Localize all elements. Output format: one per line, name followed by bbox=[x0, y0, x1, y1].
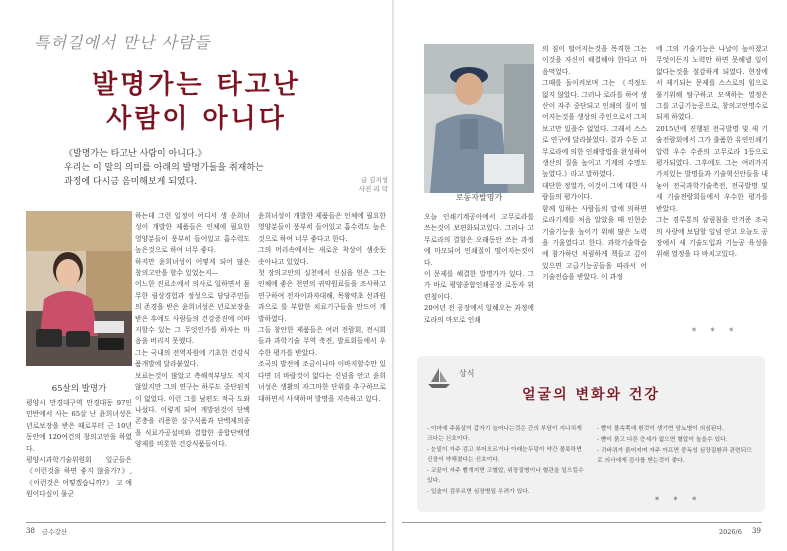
paragraph: 조국의 발전에 조금이나마 이바지할수만 있다면 더 바랄것이 없다는 신념을 안고 윤희녀성은 생활의 자그마한 단위를 추구하므로 대하면서 사색하며 발명을 지속하고 있다. bbox=[258, 360, 386, 403]
byline-photo: 사진 리 덕 bbox=[358, 185, 388, 193]
info-box bbox=[417, 356, 765, 512]
box-item: - 눈밑이 자주 검고 부어오르거나 아래눈두덩이 약간 볼룩하면 신장이 약해졌다는 신호이다. bbox=[427, 447, 582, 463]
box-column-right bbox=[597, 424, 757, 467]
box-item: - 귀바퀴가 붉어지며 자주 아프면 중독성 심장질환과 관련되므로 의사에게 검사를 받는것이 좋다. bbox=[597, 448, 752, 464]
paragraph: 그는 경루통의 삼림침을 안겨준 조국의 사랑에 보답할 일념 안고 오늘도 공장에서 새 기술도입과 기능공 육성을 위해 열정을 다 바치고있다. bbox=[656, 216, 768, 259]
article-title-line2: 사람이 아니다 bbox=[106, 104, 287, 134]
paragraph: 에 그의 기술기능은 나날이 높아졌고 무엇이든지 노력만 하면 못해낼 일이 없다는것을 절감하게 되였다. 현장에서 제기되는 문제를 스스로의 힘으로 풀기위해 탐구하고 모색하는 열정은 그를 고급기능공으로, 창의고안명수로 되게 하였다. bbox=[656, 45, 768, 122]
paragraph: 2015년에 진행된 전국발명 및 새 기술전람회에서 그가 출품한 유연인쇄기 압력 우수 수준의 고무로라 1등으로 평가되였다. 그후에도 그는 여러가지 가치있는 발명들과 기술혁신안들을 내놓아 전국과학기술축전, 전국발명 및 새 기술전람회들에서 우수한 평가를 받았다. bbox=[656, 124, 768, 213]
page-number: 38 bbox=[26, 527, 35, 535]
issue-date: 2026/6 bbox=[719, 528, 742, 536]
intro-line: 우리는 이 말의 의미를 아래의 발명가들을 취재하는 bbox=[64, 163, 264, 173]
box-tag: 상식 bbox=[459, 369, 475, 378]
intro-line: 《발명가는 타고난 사람이 아니다.》 bbox=[64, 149, 207, 159]
right-page bbox=[394, 0, 787, 551]
footer-rule bbox=[402, 522, 762, 523]
intro-line: 과정에 다시금 음미해보게 되였다. bbox=[64, 177, 198, 187]
paragraph: 그의 머리속에서는 새로운 착상이 샘솟듯 솟아나고 있었다. bbox=[258, 246, 386, 266]
box-title: 얼굴의 변화와 건강 bbox=[522, 387, 660, 403]
paragraph: 첫 장의고안의 실천에서 신심을 얻은 그는 인체에 좋은 천연의 귀약원료들을 조사하고 연구하여 전자이과자대해, 목왕약초 선과원과으로 를 부합한 치료기구들을 만드어 개발하였다. bbox=[258, 269, 386, 323]
paragraph: 20여년 전 공장에서 일해오는 과정에 로라의 마모로 인쇄 bbox=[424, 304, 534, 324]
magazine-name: 금수강산 bbox=[42, 528, 68, 536]
paragraph: 하는데 그런 일정이 어디서 생 운희녀성이 개발한 제품들은 인체에 필요한 영양분들이 풍부히 들어있고 흡수력도 높은것으로 하여 너무 좋다. bbox=[135, 212, 250, 255]
box-item: - 코끝이 자주 빨개지면 고혈압, 위장질병이나 혈관을 일으킬수 있다. bbox=[427, 468, 584, 484]
paragraph: 보료는것이 많았고 측해적부당도 적지 않았지만 그의 연구는 하루도 중단된적이 없었다. 이런 그를 남편도 적극 도와나섰다. 이렇게 되여 개발된것이 단백콘충을 리용한 살구식품과 단백제의종을 식료가공설비와 결합한 종합단백영양제를 비롯한 건강식품들이다. bbox=[135, 371, 250, 449]
paragraph: 대단한 정열가, 이것이 그에 대한 사람들의 평가이다. bbox=[542, 181, 647, 202]
article-title-line1: 발명가는 타고난 bbox=[92, 70, 301, 100]
paragraph: 어느한 진료소에서 의사로 일하면서 몸무한 림상경험과 정성으로 담당주민들의 존경을 받은 윤희녀성은 년로보장을 받은 후에도 사람들의 건강증진에 이바지할수 있는 그 무엇인가를 하자는 마음을 버리지 못했다. bbox=[135, 280, 250, 346]
text-column-0 bbox=[424, 212, 534, 342]
text-column-0 bbox=[26, 398, 132, 516]
paragraph: 윤희녀성이 개발한 제품들은 인체에 필요한 영양분들이 풍부히 들어있고 흡수력도 높은것으로 하여 너무 좋다고 한다. bbox=[258, 212, 386, 243]
text-column-2 bbox=[258, 211, 386, 511]
box-item: - 이마에 주름살이 갑자기 늘어나는것은 간의 부담이 지나치게 크다는 신호이다. bbox=[427, 426, 582, 442]
byline bbox=[350, 176, 388, 194]
byline-writer: 글 김지성 bbox=[360, 176, 388, 184]
paragraph: 그때를 돌이켜보며 그는 《걱정도 없지 않았다. 그러나 로라를 하여 생산이 자주 중단되고 인쇄의 질이 떨어지는것을 생상의 주인으로서 그저 보고만 있을수 없었다. 그래서 스스로 연구에 달라붙었다. 결과 수동 고무로라에 의한 인쇄방법을 완성하여 생산의 질을 높이고 기계의 수명도 높였다.》라고 말하였다. bbox=[542, 79, 647, 179]
paragraph: 하지만 윤희녀성이 어떻게 되어 많은 창의고안을 할수 있었는지— bbox=[135, 257, 250, 278]
box-item: - 빨이 볼속쪽에 흰것이 생기면 당뇨병이 의심된다. bbox=[597, 426, 724, 432]
text-column-1 bbox=[135, 211, 250, 511]
section-dots: * * * bbox=[692, 327, 740, 336]
box-item: - 뺨이 붉고 다른 증세가 없으면 혈압이 높을수 있다. bbox=[597, 437, 728, 443]
paragraph: 의 짐이 떨어지는것을 목격한 그는 이것을 자신이 해결해야 한다고 마음먹었다. bbox=[542, 45, 647, 76]
article-intro bbox=[64, 147, 364, 189]
section-tagline: 특허길에서 만난 사람들 bbox=[34, 33, 211, 52]
paragraph: 그들 창안한 제품들은 여러 전람회, 전시회들과 과학기술 무역 축전, 발표회들에서 우수한 평가를 받았다. bbox=[258, 326, 386, 357]
photo-caption: 로동자발명가 bbox=[455, 193, 503, 202]
paragraph: 이 문제를 해결한 발명가가 있다. 그가 바로 평양종합인쇄공장 로동자 위련철이다. bbox=[424, 270, 534, 301]
photo-caption: 65살의 발명가 bbox=[51, 384, 107, 394]
box-column-left bbox=[427, 424, 587, 498]
paragraph: 평양시 만경대구역 만경대동 97인민반에서 사는 65살 난 윤희녀성은 년로보장을 받은 때로부터 근 10년동안에 120여건의 창의고안을 하였다. bbox=[26, 399, 132, 453]
page-number: 39 bbox=[752, 527, 761, 535]
text-column-2 bbox=[656, 44, 768, 326]
text-column-1 bbox=[542, 44, 647, 342]
paragraph: 그는 국내의 전역자원에 기초한 건강식품개발에 달라붙었다. bbox=[135, 348, 250, 369]
box-item: - 입술이 검푸르면 심장병일 우려가 있다. bbox=[427, 489, 530, 495]
left-page bbox=[0, 0, 393, 551]
paragraph: 함께 일하는 사람들의 말에 의하면 로라기계를 처음 알았을 때 인현순 기술기능을 높이기 위해 많은 노력을 기울였다고 한다. 과학기술학습에 참가하던 처림하게 책들고 깊이 있으면 고급기능공들을 따라서 어 기술전습을 받았다. 이 과정 bbox=[542, 204, 647, 282]
worker-photo bbox=[424, 44, 534, 193]
box-dots: * * * bbox=[655, 496, 703, 505]
paragraph: 평양시과학기술위원회 일군들은 《이런것을 하면 좋지 않을가?》, 《이런것은 어떻겠습니까?》 고 애원이다싶이 물군 bbox=[26, 456, 132, 499]
paragraph: 오늘 인쇄기계공아에서 고무로라를 쓰는것이 보편화되고있다. 그러나 고무로라의 결함은 오래동안 쓰는 과정에 마모되어 인쇄질이 떨어지는것이다. bbox=[424, 213, 534, 267]
inventor-photo bbox=[26, 211, 132, 366]
footer-rule bbox=[26, 522, 386, 523]
